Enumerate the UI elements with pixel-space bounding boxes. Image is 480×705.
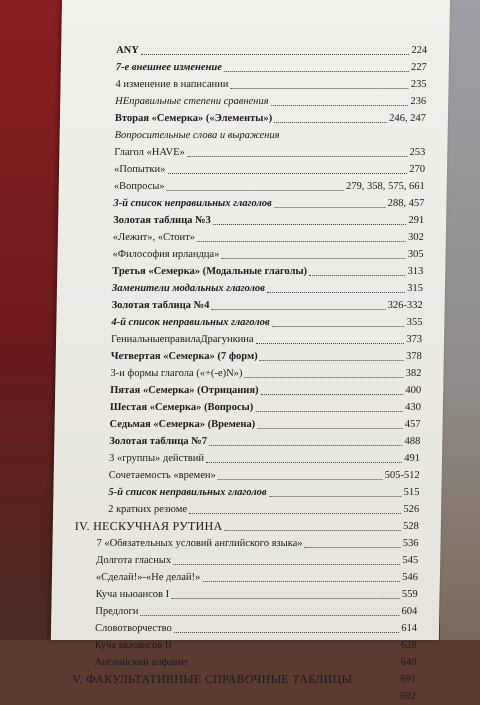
toc-leader-dots <box>187 156 407 157</box>
toc-entry-title: ГениальныеправилаДрагункина <box>110 334 254 345</box>
toc-leader-dots <box>218 479 382 480</box>
toc-entry-title: V. ФАКУЛЬТАТИВНЫЕ СПРАВОЧНЫЕ ТАБЛИЦЫ <box>72 672 353 686</box>
toc-entry-title: «Философия ирландца» <box>112 249 220 260</box>
toc-leader-dots <box>174 649 399 650</box>
toc-leader-dots <box>269 496 401 497</box>
toc-leader-dots <box>274 122 386 123</box>
toc-leader-dots <box>256 343 404 344</box>
toc-row <box>57 246 445 263</box>
toc-leader-dots <box>271 105 408 106</box>
toc-entry-title: Седьмая «Семерка» (Времена) <box>109 419 256 430</box>
toc-row <box>57 280 445 297</box>
toc-entry-title: Сочетаемость «времен» <box>108 470 216 481</box>
toc-entry-page: 692 <box>399 691 416 702</box>
toc-leader-dots <box>197 241 405 242</box>
toc-leader-dots <box>173 564 400 565</box>
toc-row <box>59 161 447 178</box>
toc-row <box>52 569 440 586</box>
toc-leader-dots <box>272 326 404 327</box>
toc-entry-title: Золотая таблица №4 <box>111 300 210 311</box>
toc-entry-title: 7-е внешнее изменение <box>115 62 223 73</box>
toc-leader-dots <box>206 462 402 463</box>
table-of-contents <box>50 42 450 705</box>
toc-row <box>52 552 440 569</box>
toc-entry-page: 528 <box>402 521 419 532</box>
toc-entry-title: IV. НЕСКУЧНАЯ РУТИНА <box>74 519 223 533</box>
toc-entry-title: Заменители модальных глаголов <box>111 283 265 294</box>
toc-leader-dots <box>245 377 404 378</box>
toc-entry-page: 355 <box>406 317 423 328</box>
toc-leader-dots <box>141 54 409 55</box>
toc-entry-page: 326-332 <box>387 300 423 311</box>
toc-leader-dots <box>203 581 400 582</box>
toc-row <box>59 144 447 161</box>
toc-entry-page: 546 <box>402 572 419 583</box>
toc-row <box>60 93 448 110</box>
toc-entry-page: 491 <box>404 453 421 464</box>
toc-leader-dots <box>231 88 409 89</box>
toc-entry-title: Вторая «Семерка» («Элементы») <box>114 113 273 124</box>
toc-row <box>56 314 444 331</box>
toc-entry-title: 2 кратких резюме <box>108 504 188 515</box>
toc-entry-page: 253 <box>409 147 426 158</box>
toc-entry-title: Английский алфавит <box>94 657 189 668</box>
toc-row <box>54 433 442 450</box>
toc-row <box>53 501 441 518</box>
toc-leader-dots <box>305 547 401 548</box>
toc-entry-title: 3-й список неправильных глаголов <box>113 198 272 209</box>
toc-row <box>54 450 442 467</box>
toc-entry-title: Золотая таблица №3 <box>113 215 211 226</box>
toc-entry-page: 400 <box>405 385 422 396</box>
toc-entry-title: 3-и формы глагола («+(-е)N») <box>110 368 243 379</box>
toc-row <box>56 331 444 348</box>
toc-leader-dots <box>257 428 402 429</box>
toc-row <box>61 42 449 59</box>
toc-entry-title: Куча ньюансов I <box>95 589 170 600</box>
toc-leader-dots <box>309 275 405 276</box>
toc-row <box>59 127 447 144</box>
toc-row <box>57 297 445 314</box>
toc-leader-dots <box>255 411 402 412</box>
toc-entry-page: 488 <box>404 436 421 447</box>
toc-row <box>57 263 445 280</box>
toc-entry-page: 305 <box>407 249 424 260</box>
toc-row <box>53 518 441 535</box>
toc-entry-title: 7 «Обязательных условий английского языка» <box>96 538 303 549</box>
toc-entry-page: 291 <box>408 215 425 226</box>
toc-entry-page: 628 <box>400 640 417 651</box>
toc-entry-title: Шестая «Семерка» (Вопросы) <box>109 402 254 413</box>
toc-entry-page: 545 <box>402 555 419 566</box>
toc-row <box>55 365 443 382</box>
toc-row <box>53 484 441 501</box>
toc-leader-dots <box>260 360 404 361</box>
toc-leader-dots <box>267 292 405 293</box>
toc-entry-page: 536 <box>402 538 419 549</box>
toc-row <box>58 212 446 229</box>
toc-entry-page: 246, 247 <box>389 113 427 124</box>
toc-entry-title: «Сделай!»-«Не делай!» <box>95 572 201 583</box>
toc-leader-dots <box>209 445 402 446</box>
toc-entry-page: 373 <box>406 334 423 345</box>
toc-entry-title: «Вопросы» <box>113 181 165 192</box>
toc-row <box>56 348 444 365</box>
toc-row <box>51 620 439 637</box>
toc-row <box>61 59 449 76</box>
toc-entry-title: Словотворчество <box>94 623 172 634</box>
toc-leader-dots <box>189 513 401 514</box>
toc-entry-page: 378 <box>405 351 422 362</box>
toc-entry-page: 236 <box>410 96 427 107</box>
toc-row <box>60 110 448 127</box>
toc-entry-title: «Попытки» <box>113 164 166 175</box>
toc-entry-page: 526 <box>403 504 420 515</box>
toc-leader-dots <box>212 309 386 310</box>
toc-row <box>58 229 446 246</box>
toc-row <box>55 399 443 416</box>
toc-entry-title: «Лежит», «Стоит» <box>112 232 196 243</box>
toc-entry-title: Золотая таблица №7 <box>109 436 208 447</box>
toc-entry-title: ANY <box>116 45 139 56</box>
toc-entry-title: Третья «Семерка» (Модальные глаголы) <box>112 266 308 277</box>
toc-row <box>52 535 440 552</box>
toc-leader-dots <box>190 666 398 667</box>
toc-leader-dots <box>168 173 407 174</box>
toc-leader-dots <box>225 530 401 531</box>
toc-entry-title: Куча ньюансов II <box>94 640 172 651</box>
toc-entry-title: НЕправильные степени сравнения <box>115 96 269 107</box>
toc-entry-page: 640 <box>400 657 417 668</box>
toc-row <box>59 178 447 195</box>
toc-entry-title: Четвертая «Семерка» (7 форм) <box>110 351 258 362</box>
toc-row <box>58 195 446 212</box>
toc-leader-dots <box>171 598 399 599</box>
toc-entry-page: 270 <box>409 164 426 175</box>
toc-leader-dots <box>355 683 398 684</box>
toc-row <box>55 382 443 399</box>
toc-entry-page: 227 <box>410 62 427 73</box>
toc-entry-page: 313 <box>407 266 424 277</box>
toc-leader-dots <box>261 394 403 395</box>
toc-entry-title: 3 «группы» действий <box>108 453 205 464</box>
toc-entry-title: Пятая «Семерка» (Отрицания) <box>110 385 259 396</box>
toc-entry-page: 505-512 <box>384 470 420 481</box>
toc-entry-title: 5-й список неправильных глаголов <box>108 487 267 498</box>
toc-entry-page: 691 <box>400 674 417 685</box>
toc-row <box>54 467 442 484</box>
toc-leader-dots <box>141 615 400 616</box>
toc-entry-title: Предлоги <box>95 606 139 617</box>
toc-row <box>54 416 442 433</box>
toc-entry-title: 4-й список неправильных глаголов <box>111 317 270 328</box>
toc-leader-dots <box>224 71 409 72</box>
toc-leader-dots <box>167 190 344 191</box>
toc-entry-page: 614 <box>401 623 418 634</box>
book-page <box>51 0 450 702</box>
toc-row <box>51 603 439 620</box>
toc-row <box>51 586 439 603</box>
toc-entry-title: Глагол «HAVE» <box>114 147 185 158</box>
toc-entry-page: 224 <box>411 45 428 56</box>
toc-entry-page: 604 <box>401 606 418 617</box>
toc-leader-dots <box>222 258 406 259</box>
toc-leader-dots <box>274 207 385 208</box>
toc-entry-title: Долгота гласных <box>96 555 172 566</box>
toc-entry-page: 302 <box>408 232 424 243</box>
toc-leader-dots <box>213 224 406 225</box>
toc-entry-page: 559 <box>401 589 418 600</box>
toc-entry-page: 279, 358, 575, 661 <box>345 181 425 192</box>
toc-entry-page: 315 <box>407 283 424 294</box>
toc-entry-page: 515 <box>403 487 420 498</box>
toc-entry-page: 382 <box>405 368 422 379</box>
toc-row <box>50 688 438 705</box>
toc-row <box>50 654 438 671</box>
toc-leader-dots <box>174 632 399 633</box>
toc-entry-page: 288, 457 <box>387 198 425 209</box>
toc-entry-title: Вопросительные слова и выражения <box>114 130 280 141</box>
toc-row <box>50 671 438 688</box>
toc-entry-page: 457 <box>404 419 421 430</box>
toc-row <box>60 76 448 93</box>
toc-entry-title: 4 изменение в написании <box>115 79 229 90</box>
toc-entry-page: 430 <box>405 402 421 413</box>
toc-entry-page: 235 <box>410 79 427 90</box>
